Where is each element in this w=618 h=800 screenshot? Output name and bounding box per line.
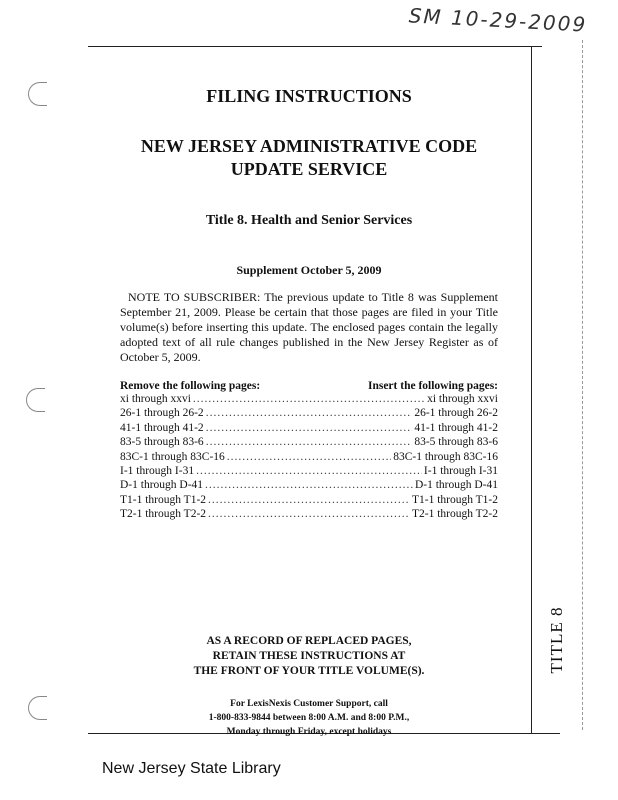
punch-hole-top bbox=[28, 82, 47, 106]
insert-range: T1-1 through T1-2 bbox=[411, 493, 498, 506]
handwritten-date: SM 10-29-2009 bbox=[408, 3, 588, 37]
record-line-3: THE FRONT OF YOUR TITLE VOLUME(S). bbox=[193, 664, 425, 677]
pages-table bbox=[120, 392, 498, 522]
table-row bbox=[120, 392, 498, 406]
insert-range: 41-1 through 41-2 bbox=[414, 421, 498, 434]
remove-range: T1-1 through T1-2 bbox=[120, 493, 207, 506]
remove-range: 41-1 through 41-2 bbox=[120, 421, 204, 434]
title-tab-label: TITLE 8 bbox=[547, 606, 566, 674]
leader-dots bbox=[205, 478, 413, 492]
leader-dots bbox=[208, 493, 410, 507]
table-row bbox=[120, 450, 498, 464]
leader-dots bbox=[196, 464, 422, 478]
record-line-2: RETAIN THESE INSTRUCTIONS AT bbox=[212, 649, 406, 662]
title-heading: Title 8. Health and Senior Services bbox=[205, 213, 413, 228]
leader-dots bbox=[206, 421, 413, 435]
subscriber-note: NOTE TO SUBSCRIBER: The previous update to Title 8 was Supplement September 21, 2009. Please be certain that those pages are filed in your Title volume(s) before inserting this update. The enclosed pages contain the legally adopted text of all rule changes published in the New Jersey Register as of October 5, 2009. bbox=[120, 290, 498, 364]
punch-hole-bottom bbox=[28, 696, 47, 720]
code-heading bbox=[120, 135, 498, 181]
remove-range: I-1 through I-31 bbox=[120, 465, 195, 478]
page-edge-line bbox=[582, 40, 583, 730]
support-info bbox=[120, 697, 498, 739]
leader-dots bbox=[227, 450, 391, 464]
support-line-1: For LexisNexis Customer Support, call bbox=[230, 698, 388, 709]
insert-range: T2-1 through T2-2 bbox=[411, 508, 498, 521]
leader-dots bbox=[208, 507, 410, 521]
insert-range: 26-1 through 26-2 bbox=[414, 407, 498, 420]
support-hours-line: Monday through Friday, except holidays bbox=[226, 726, 392, 737]
remove-range: xi through xxvi bbox=[120, 393, 191, 405]
insert-header: Insert the following pages: bbox=[367, 380, 498, 392]
remove-range: 26-1 through 26-2 bbox=[120, 407, 204, 420]
record-notice bbox=[120, 634, 498, 679]
table-row bbox=[120, 493, 498, 507]
remove-range: 83-5 through 83-6 bbox=[120, 436, 204, 449]
title-tab bbox=[538, 590, 576, 690]
support-phone-line: 1-800-833-9844 between 8:00 A.M. and 8:00 P.M., bbox=[208, 712, 410, 723]
punch-hole-middle bbox=[26, 388, 45, 412]
table-row bbox=[120, 421, 498, 435]
table-row bbox=[120, 406, 498, 420]
table-row bbox=[120, 435, 498, 449]
code-heading-line1: NEW JERSEY ADMINISTRATIVE CODE bbox=[140, 136, 478, 156]
leader-dots bbox=[193, 392, 425, 406]
insert-range: I-1 through I-31 bbox=[423, 465, 498, 478]
remove-range: D-1 through D-41 bbox=[120, 479, 204, 492]
top-rule bbox=[88, 46, 542, 47]
remove-range: 83C-1 through 83C-16 bbox=[120, 450, 225, 463]
code-heading-line2: UPDATE SERVICE bbox=[230, 159, 388, 179]
insert-range: 83C-1 through 83C-16 bbox=[393, 450, 498, 463]
library-stamp: New Jersey State Library bbox=[102, 760, 281, 777]
table-row bbox=[120, 464, 498, 478]
insert-range: 83-5 through 83-6 bbox=[414, 436, 498, 449]
table-row bbox=[120, 507, 498, 521]
filing-heading: FILING INSTRUCTIONS bbox=[206, 86, 412, 106]
table-row bbox=[120, 478, 498, 492]
remove-range: T2-1 through T2-2 bbox=[120, 508, 207, 521]
insert-range: xi through xxvi bbox=[427, 393, 498, 405]
remove-header: Remove the following pages: bbox=[120, 380, 261, 392]
supplement-heading: Supplement October 5, 2009 bbox=[236, 263, 382, 277]
pages-table-header bbox=[120, 380, 498, 392]
insert-range: D-1 through D-41 bbox=[414, 479, 498, 492]
record-line-1: AS A RECORD OF REPLACED PAGES, bbox=[206, 634, 412, 647]
leader-dots bbox=[206, 406, 413, 420]
filing-instructions-body bbox=[120, 86, 498, 739]
leader-dots bbox=[206, 435, 413, 449]
tab-divider-line bbox=[531, 46, 532, 734]
